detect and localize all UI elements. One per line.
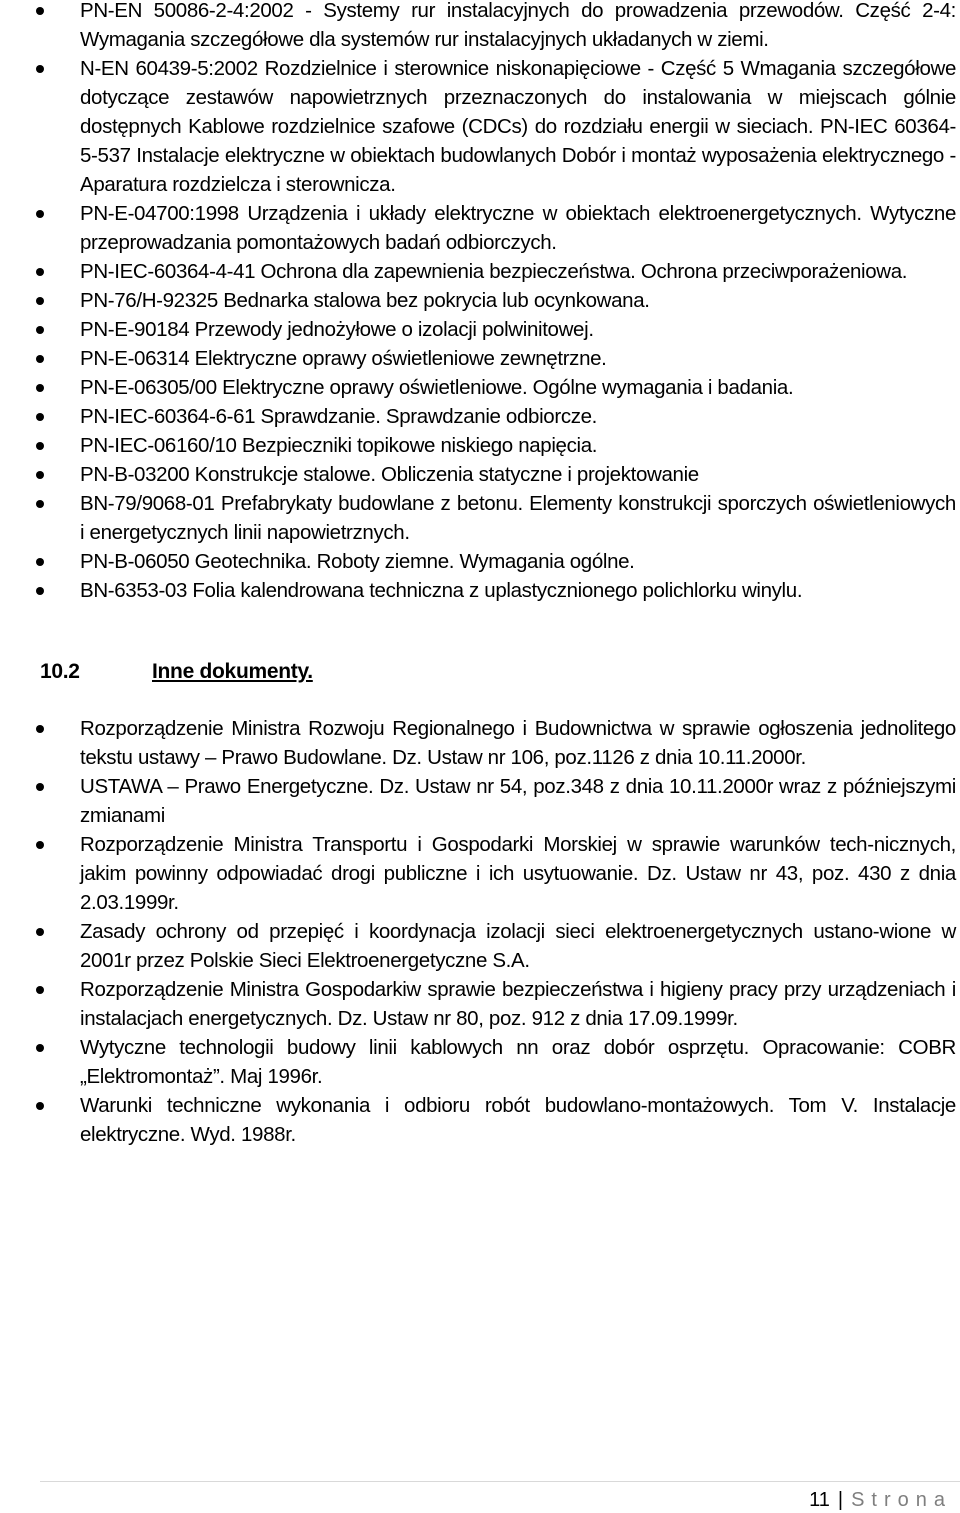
bullet-icon — [36, 1102, 44, 1110]
bullet-icon — [36, 442, 44, 450]
list-item: PN-E-06305/00 Elektryczne oprawy oświetleniowe. Ogólne wymagania i badania. — [0, 373, 958, 402]
list-item: PN-76/H-92325 Bednarka stalowa bez pokrycia lub ocynkowana. — [0, 286, 958, 315]
section-heading — [40, 657, 313, 686]
bullet-icon — [36, 558, 44, 566]
bullet-icon — [36, 297, 44, 305]
list-item: N-EN 60439-5:2002 Rozdzielnice i sterownice niskonapięciowe - Część 5 Wmagania szczegółowe dotyczące zestawów napowietrznych przeznaczonych do instalowania w miejscach gólnie dostępnych Kablowe rozdzielnice szafowe (CDCs) do rozdziału energii w sieciach. PN-IEC 60364-5-537 Instalacje elektryczne w obiektach budowlanych Dobór i montaż wyposażenia elektrycznego - Aparatura rozdzielcza i sterownicza. — [0, 54, 958, 199]
list-item: PN-E-90184 Przewody jednożyłowe o izolacji polwinitowej. — [0, 315, 958, 344]
list-item: Rozporządzenie Ministra Rozwoju Regionalnego i Budownictwa w sprawie ogłoszenia jednolitego tekstu ustawy – Prawo Budowlane. Dz. Ustaw nr 106, poz.1126 z dnia 10.11.2000r. — [0, 714, 958, 772]
list-item: BN-79/9068-01 Prefabrykaty budowlane z betonu. Elementy konstrukcji sporczych oświetleniowych i energetycznych linii napowietrznych. — [0, 489, 958, 547]
list-item: PN-B-03200 Konstrukcje stalowe. Obliczenia statyczne i projektowanie — [0, 460, 958, 489]
list-item: Warunki techniczne wykonania i odbioru robót budowlano-montażowych. Tom V. Instalacje elektryczne. Wyd. 1988r. — [0, 1091, 958, 1149]
standards-list — [0, 0, 958, 605]
bullet-icon — [36, 413, 44, 421]
bullet-icon — [36, 326, 44, 334]
bullet-icon — [36, 986, 44, 994]
bullet-icon — [36, 268, 44, 276]
bullet-icon — [36, 841, 44, 849]
list-item: PN-EN 50086-2-4:2002 - Systemy rur instalacyjnych do prowadzenia przewodów. Część 2-4: Wymagania szczegółowe dla systemów rur instalacyjnych układanych w ziemi. — [0, 0, 958, 54]
list-item: PN-IEC-60364-6-61 Sprawdzanie. Sprawdzanie odbiorcze. — [0, 402, 958, 431]
list-item: USTAWA – Prawo Energetyczne. Dz. Ustaw nr 54, poz.348 z dnia 10.11.2000r wraz z późniejszymi zmianami — [0, 772, 958, 830]
bullet-icon — [36, 355, 44, 363]
footer-divider — [40, 1481, 960, 1482]
bullet-icon — [36, 384, 44, 392]
list-item: PN-B-06050 Geotechnika. Roboty ziemne. Wymagania ogólne. — [0, 547, 958, 576]
page-word: Strona — [851, 1489, 952, 1511]
bullet-icon — [36, 471, 44, 479]
list-item: PN-E-06314 Elektryczne oprawy oświetleniowe zewnętrzne. — [0, 344, 958, 373]
list-item: Wytyczne technologii budowy linii kablowych nn oraz dobór osprzętu. Opracowanie: COBR „Elektromontaż”. Maj 1996r. — [0, 1033, 958, 1091]
list-item: PN-IEC-60364-4-41 Ochrona dla zapewnienia bezpieczeństwa. Ochrona przeciwporażeniowa. — [0, 257, 958, 286]
list-item: Rozporządzenie Ministra Gospodarkiw sprawie bezpieczeństwa i higieny pracy przy urządzeniach i instalacjach energetycznych. Dz. Ustaw nr 80, poz. 912 z dnia 17.09.1999r. — [0, 975, 958, 1033]
list-item: Rozporządzenie Ministra Transportu i Gospodarki Morskiej w sprawie warunków tech-nicznych, jakim powinny odpowiadać drogi publiczne i ich usytuowanie. Dz. Ustaw nr 43, poz. 430 z dnia 2.03.1999r. — [0, 830, 958, 917]
bullet-icon — [36, 210, 44, 218]
bullet-icon — [36, 1044, 44, 1052]
bullet-icon — [36, 725, 44, 733]
section-number: 10.2 — [40, 660, 80, 683]
bullet-icon — [36, 7, 44, 15]
page-number: 11 — [809, 1489, 830, 1511]
bullet-icon — [36, 65, 44, 73]
bullet-icon — [36, 587, 44, 595]
list-item: PN-IEC-06160/10 Bezpieczniki topikowe niskiego napięcia. — [0, 431, 958, 460]
list-item: PN-E-04700:1998 Urządzenia i układy elektryczne w obiektach elektroenergetycznych. Wytyczne przeprowadzania pomontażowych badań odbiorczych. — [0, 199, 958, 257]
list-item: Zasady ochrony od przepięć i koordynacja izolacji sieci elektroenergetycznych ustano-wione w 2001r przez Polskie Sieci Elektroenergetyczne S.A. — [0, 917, 958, 975]
page-footer — [809, 1487, 952, 1513]
other-documents-list — [0, 714, 958, 1149]
section-title: Inne dokumenty. — [152, 660, 313, 683]
bullet-icon — [36, 783, 44, 791]
bullet-icon — [36, 928, 44, 936]
bullet-icon — [36, 500, 44, 508]
list-item: BN-6353-03 Folia kalendrowana techniczna z uplastycznionego polichlorku winylu. — [0, 576, 958, 605]
footer-separator: | — [837, 1489, 844, 1511]
